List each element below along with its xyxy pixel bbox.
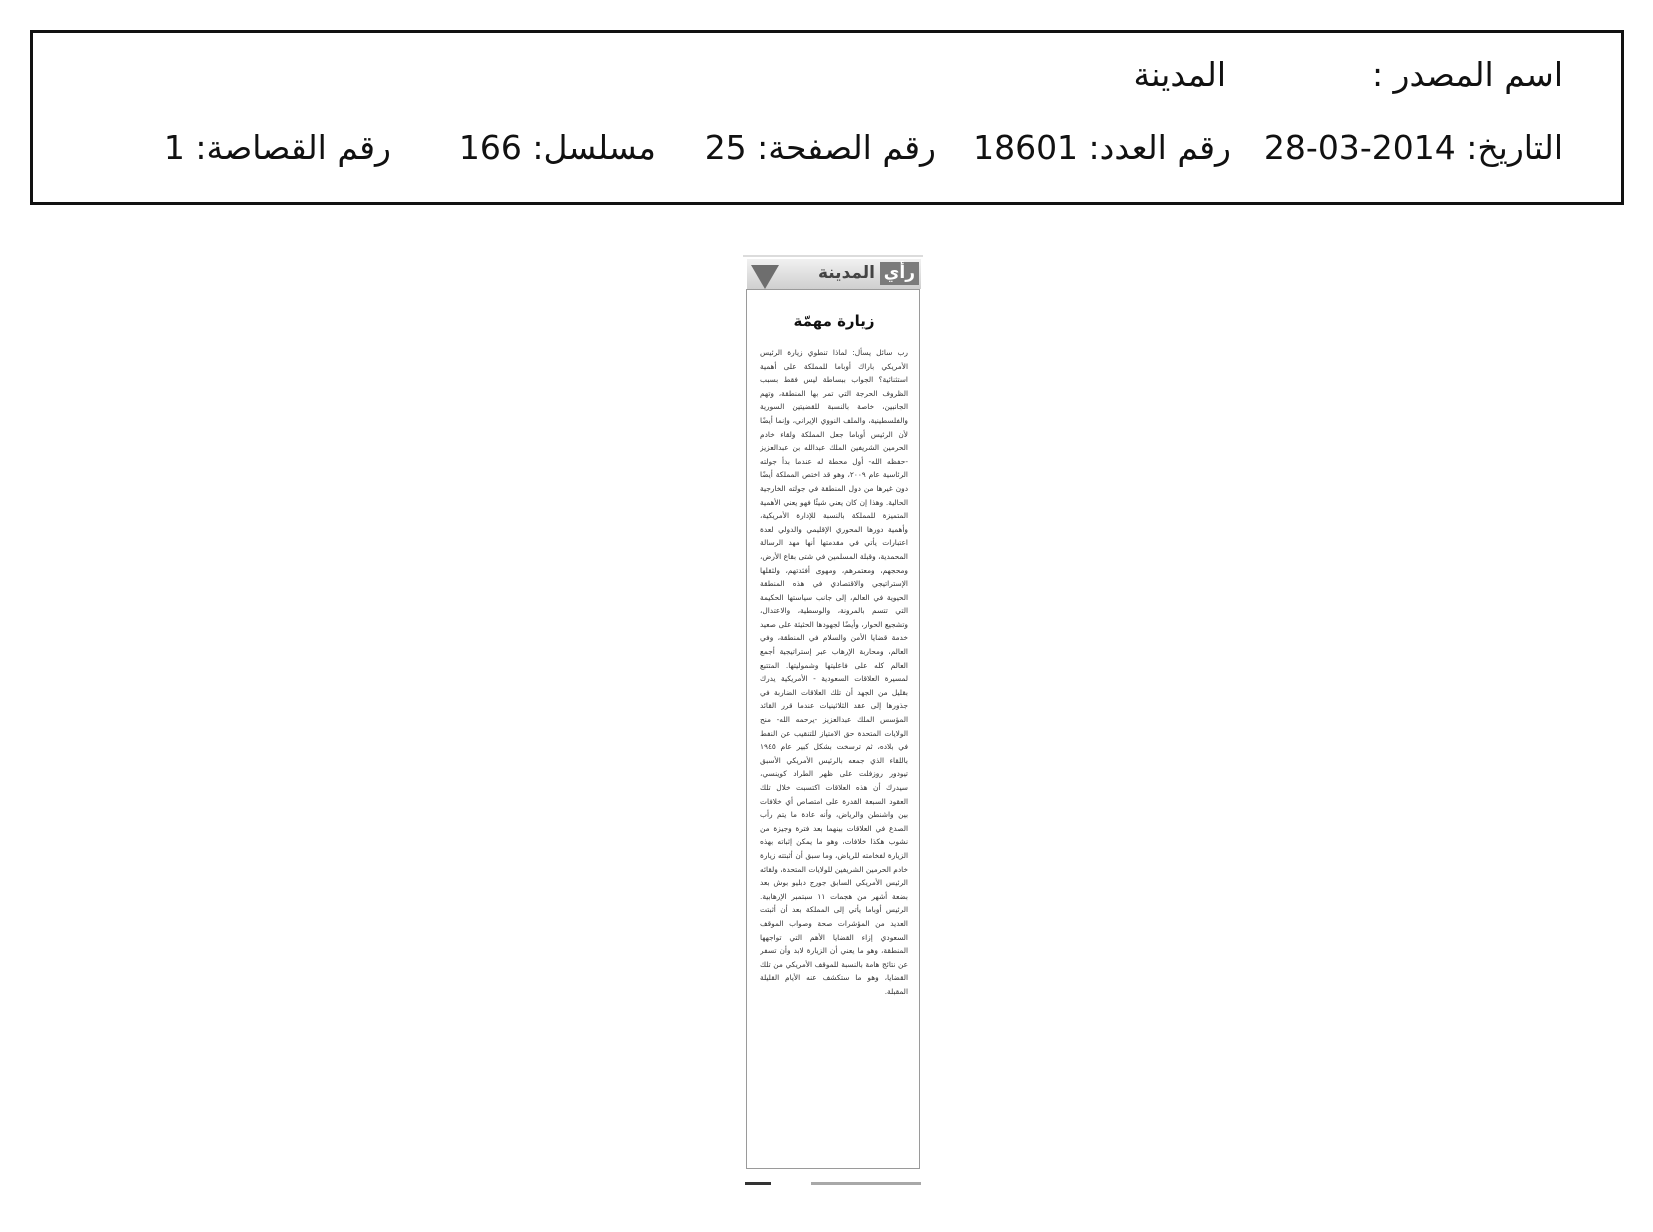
- issue-number-field: رقم العدد: 18601: [973, 128, 1231, 167]
- newspaper-clipping: [743, 255, 923, 1190]
- article-headline: زيارة مهمّة: [793, 312, 875, 330]
- serial-field: مسلسل: 166: [458, 128, 656, 167]
- page-number-field: رقم الصفحة: 25: [704, 128, 936, 167]
- source-value: المدينة: [1133, 55, 1226, 94]
- section-label: رأي: [880, 262, 919, 285]
- newspaper-name: المدينة: [817, 263, 875, 283]
- date-field: التاريخ: 2014-03-28: [1263, 128, 1563, 167]
- source-label: اسم المصدر :: [1371, 55, 1563, 94]
- article-frame: [746, 289, 920, 1169]
- clip-number-field: رقم القصاصة: 1: [163, 128, 391, 167]
- column-banner: [747, 259, 921, 289]
- article-body: رب سائل يسأل: لماذا تنطوي زيارة الرئيس الأمريكي باراك أوباما للمملكة على أهمية استثنائية؟ الجواب ببساطة ليس فقط بسبب الظروف الحرجة التي تمر بها المنطقة، وتهم الجانبين، خاصة بالنسبة للقضيتين السورية والفلسطينية، والملف النووي الإيراني، وإنما أيضًا لأن الرئيس أوباما جعل المملكة ولقاء خادم الحرمين الشريفين الملك عبدالله بن عبدالعزيز -حفظه الله- أول محطة له عندما بدأ جولته الرئاسية عام ٢٠٠٩، وهو قد اختص المملكة أيضًا دون غيرها من دول المنطقة في جولته الخارجية الحالية. وهذا إن كان يعني شيئًا فهو يعني الأهمية المتميزة للمملكة بالنسبة للإدارة الأمريكية، وأهمية دورها المحوري الإقليمي والدولي لعدة اعتبارات يأتي في مقدمتها أنها مهد الرسالة المحمدية، وقبلة المسلمين في شتى بقاع الأرض، ومحجهم، ومعتمرهم، ومهوى أفئدتهم، ولثقلها الإستراتيجي والاقتصادي في هذه المنطقة الحيوية في العالم، إلى جانب سياستها الحكيمة التي تتسم بالمرونة، والوسطية، والاعتدال، وتشجيع الحوار، وأيضًا لجهودها الحثيثة على صعيد خدمة قضايا الأمن والسلام في المنطقة، وفي العالم، ومحاربة الإرهاب عبر إستراتيجية أجمع العالم كله على فاعليتها وشموليتها. المتتبع لمسيرة العلاقات السعودية - الأمريكية يدرك بقليل من الجهد أن تلك العلاقات الضاربة في جذورها إلى عقد الثلاثينيات عندما قرر القائد المؤسس الملك عبدالعزيز -يرحمه الله- منح الولايات المتحدة حق الامتياز للتنقيب عن النفط في بلاده، ثم ترسخت بشكل كبير عام ١٩٤٥ باللقاء الذي جمعه بالرئيس الأمريكي الأسبق تيودور روزفلت على ظهر الطراد كوينسي، سيدرك أن هذه العلاقات اكتسبت خلال تلك العقود السبعة القدرة على امتصاص أي خلافات بين واشنطن والرياض، وأنه عادة ما يتم رأب الصدع في العلاقات بينهما بعد فترة وجيزة من نشوب هكذا خلافات، وهو ما يمكن إثباته بهذه الزيارة لفخامته للرياض، وما سبق أن أثبتته زيارة خادم الحرمين الشريفين للولايات المتحدة، ولقائه الرئيس الأمريكي السابق جورج دبليو بوش بعد بضعة أشهر من هجمات ١١ سبتمبر الإرهابية. الرئيس أوباما يأتي إلى المملكة بعد أن أثبتت العديد من المؤشرات صحة وصواب الموقف السعودي إزاء القضايا الأهم التي تواجهها المنطقة، وهو ما يعني أن الزيارة لابد وأن تسفر عن نتائج هامة بالنسبة للموقف الأمريكي من تلك القضايا، وهو ما ستكشف عنه الأيام القليلة المقبلة.: [760, 348, 908, 996]
- clipping-top-rule: [743, 255, 923, 257]
- footer-rule-dark: [745, 1182, 771, 1185]
- footer-rule-light: [811, 1182, 921, 1185]
- down-arrow-icon: [751, 265, 779, 289]
- metadata-box: [30, 30, 1624, 205]
